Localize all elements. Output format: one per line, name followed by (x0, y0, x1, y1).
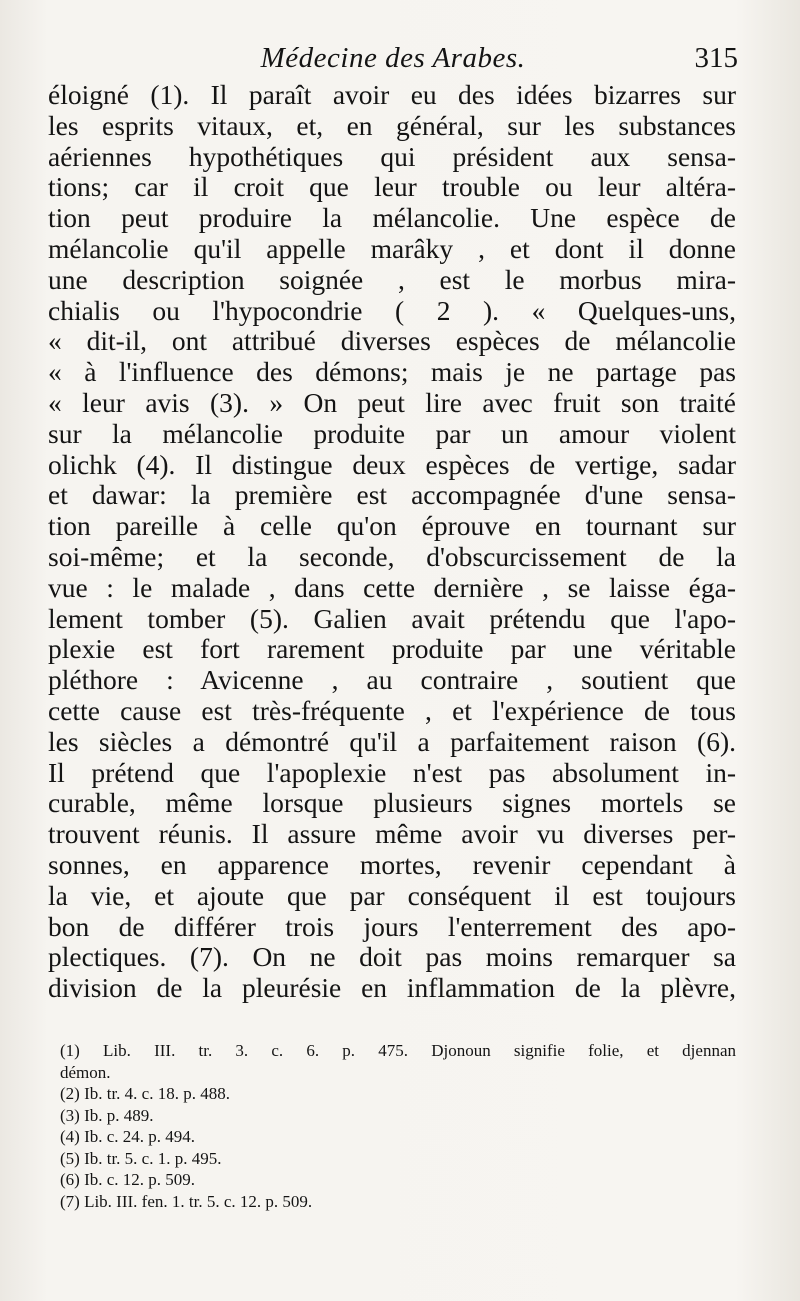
footnote: (7) Lib. III. fen. 1. tr. 5. c. 12. p. 509. (60, 1191, 313, 1211)
footnote: (5) Ib. tr. 5. c. 1. p. 495. (60, 1148, 222, 1168)
text-line: une description soignée , est le morbus mira- (48, 264, 736, 295)
text-line: soi-même; et la seconde, d'obscurcissement de la (48, 541, 736, 572)
text-line: les esprits vitaux, et, en général, sur les substances (48, 110, 736, 141)
text-line: aériennes hypothétiques qui président aux sensa- (48, 141, 736, 172)
footnote: (2) Ib. tr. 4. c. 18. p. 488. (60, 1084, 230, 1103)
text-line: sonnes, en apparence mortes, revenir cependant à (48, 849, 736, 880)
text-line: lement tomber (5). Galien avait prétendu que l'apo- (48, 603, 736, 634)
text-line: la vie, et ajoute que par conséquent il est toujours (48, 880, 736, 911)
text-line: « leur avis (3). » On peut lire avec fruit son traité (48, 387, 736, 418)
text-line: plexie est fort rarement produite par une véritable (48, 634, 736, 665)
footnote: (4) Ib. c. 24. p. 494. (60, 1127, 196, 1146)
text-line: olichk (4). Il distingue deux espèces de vertige, sadar (48, 449, 736, 480)
text-line: pléthore : Avicenne , au contraire , soutient que (48, 665, 736, 696)
text-line: éloigné (1). Il paraît avoir eu des idées bizarres sur (48, 80, 736, 110)
text-line: les siècles a démontré qu'il a parfaitement raison (6). (48, 726, 736, 757)
text-line: tion peut produire la mélancolie. Une espèce de (48, 203, 736, 234)
text-line: plectiques. (7). On ne doit pas moins remarquer sa (48, 942, 736, 973)
text-line: chialis ou l'hypocondrie ( 2 ). « Quelques-uns, (48, 295, 736, 326)
running-title: Médecine des Arabes. (260, 42, 526, 74)
text-line: bon de différer trois jours l'enterrement des apo- (48, 911, 736, 942)
text-line: « à l'influence des démons; mais je ne partage pas (48, 357, 736, 388)
text-line: mélancolie qu'il appelle marâky , et dont il donne (48, 233, 736, 264)
text-line: et dawar: la première est accompagnée d'une sensa- (48, 480, 736, 511)
text-line: vue : le malade , dans cette dernière , se laisse éga- (48, 572, 736, 603)
footnotes (60, 1040, 736, 1212)
text-line: curable, même lorsque plusieurs signes mortels se (48, 788, 736, 819)
footnote: (6) Ib. c. 12. p. 509. (60, 1170, 196, 1189)
body-text (48, 80, 736, 1004)
text-line: cette cause est très-fréquente , et l'expérience de tous (48, 695, 736, 726)
page-header (48, 42, 738, 82)
text-line: « dit-il, ont attribué diverses espèces de mélancolie (48, 326, 736, 357)
text-line: tion pareille à celle qu'on éprouve en tournant sur (48, 511, 736, 542)
text-line: sur la mélancolie produite par un amour violent (48, 418, 736, 449)
footnote: (3) Ib. p. 489. (60, 1105, 154, 1125)
footnote: (1) Lib. III. tr. 3. c. 6. p. 475. Djonoun signifie folie, et djennan (60, 1041, 736, 1060)
text-line: division de la pleurésie en inflammation de la plèvre, (48, 973, 736, 1004)
footnote-continuation: démon. (60, 1062, 111, 1082)
text-line: tions; car il croit que leur trouble ou leur altéra- (48, 172, 736, 203)
page-number: 315 (694, 42, 738, 74)
text-line: Il prétend que l'apoplexie n'est pas absolument in- (48, 757, 736, 788)
text-line: trouvent réunis. Il assure même avoir vu diverses per- (48, 819, 736, 850)
